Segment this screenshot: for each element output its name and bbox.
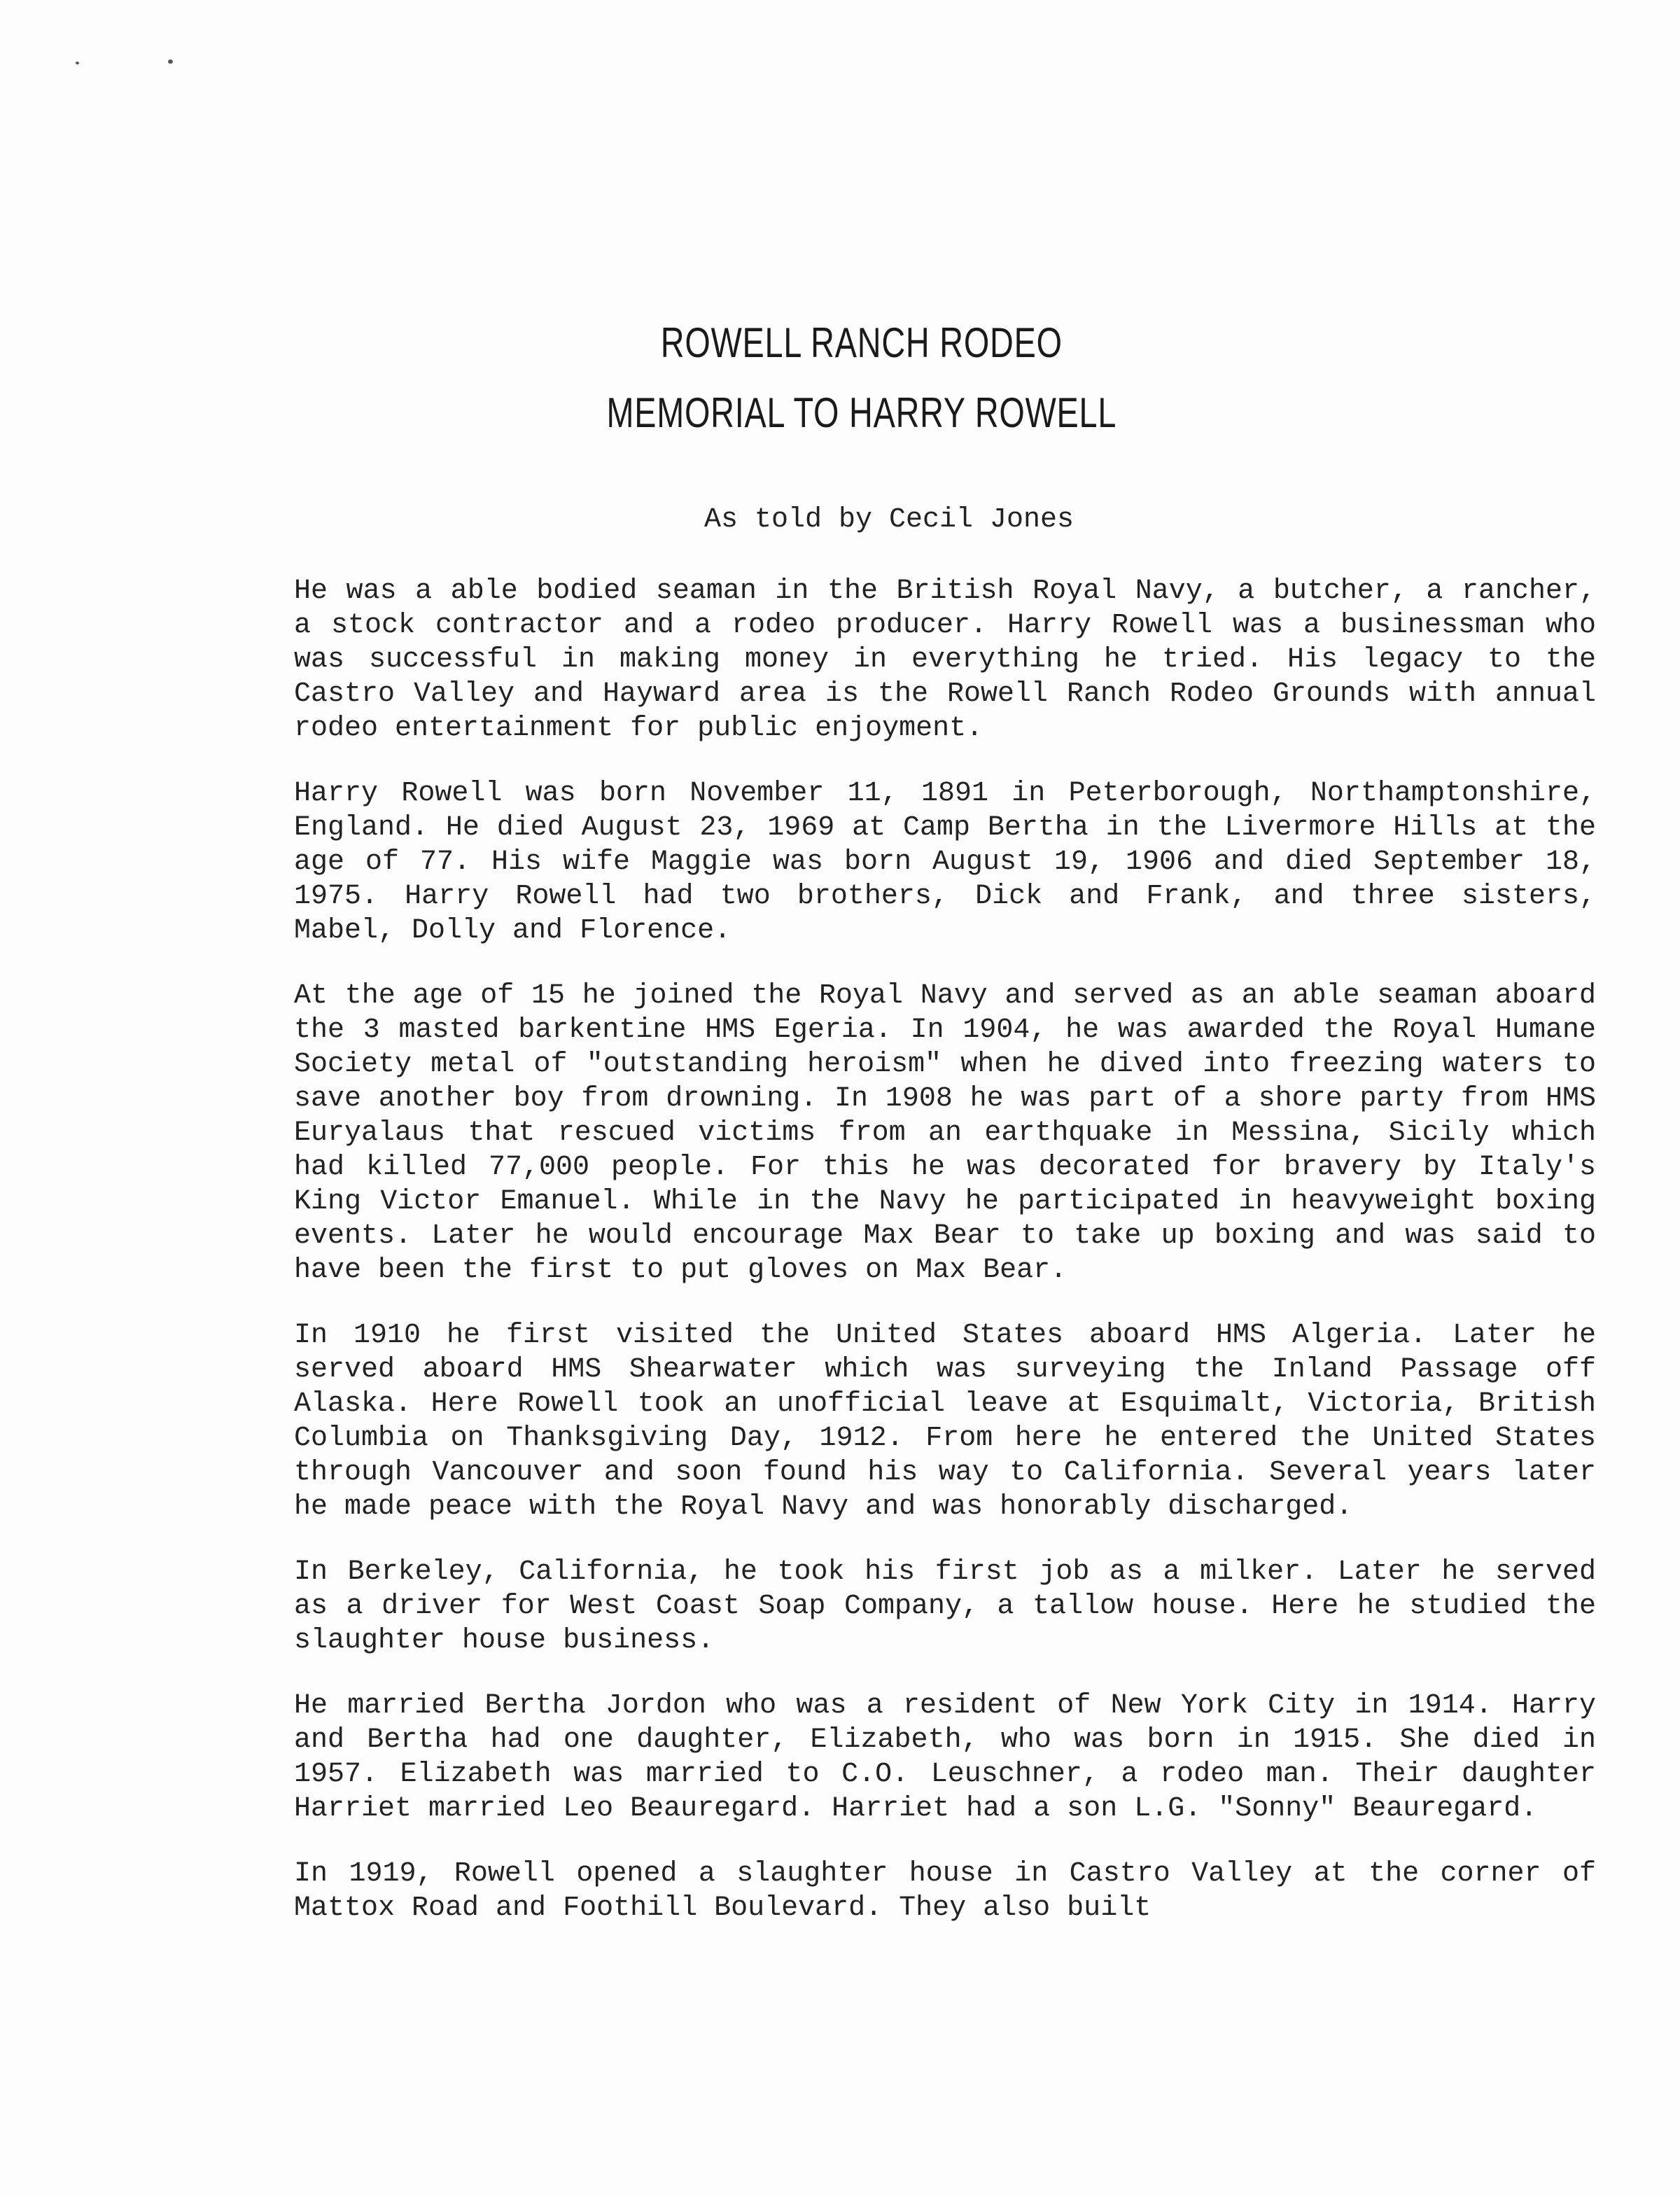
paragraph: In 1919, Rowell opened a slaughter house in Castro Valley at the corner of Mattox Road and Foothill Boulevard. They also built: [294, 1858, 1596, 1924]
paragraph: At the age of 15 he joined the Royal Navy and served as an able seaman aboard the 3 masted barkentine HMS Egeria. In 1904, he was awarded the Royal Humane Society metal of "outstanding heroism" when he dived into freezing waters to save another boy from drowning. In 1908 he was part of a shore party from HMS Euryalaus that rescued victims from an earthquake in Messina, Sicily which had killed 77,000 people. For this he was decorated for bravery by Italy's King Victor Emanuel. While in the Navy he participated in heavyweight boxing events. Later he would encourage Max Bear to take up boxing and was said to have been the first to put gloves on Max Bear.: [294, 980, 1596, 1286]
scan-speck: [76, 62, 79, 64]
document-subtitle: MEMORIAL TO HARRY ROWELL: [606, 389, 1117, 436]
scan-speck: [168, 60, 173, 64]
document-title: ROWELL RANCH RODEO: [660, 319, 1063, 366]
paragraph: Harry Rowell was born November 11, 1891 in Peterborough, Northamptonshire, England. He died August 23, 1969 at Camp Bertha in the Livermore Hills at the age of 77. His wife Maggie was born August 19, 1906 and died September 18, 1975. Harry Rowell had two brothers, Dick and Frank, and three sisters, Mabel, Dolly and Florence.: [294, 778, 1596, 947]
paragraph: In 1910 he first visited the United States aboard HMS Algeria. Later he served aboard HMS Shearwater which was surveying the Inland Passage off Alaska. Here Rowell took an unofficial leave at Esquimalt, Victoria, British Columbia on Thanksgiving Day, 1912. From here he entered the United States through Vancouver and soon found his way to California. Several years later he made peace with the Royal Navy and was honorably discharged.: [294, 1320, 1596, 1523]
byline: As told by Cecil Jones: [704, 504, 1074, 536]
paragraph: In Berkeley, California, he took his first job as a milker. Later he served as a driver for West Coast Soap Company, a tallow house. Here he studied the slaughter house business.: [294, 1556, 1596, 1657]
paragraph: He married Bertha Jordon who was a resident of New York City in 1914. Harry and Bertha had one daughter, Elizabeth, who was born in 1915. She died in 1957. Elizabeth was married to C.O. Leuschner, a rodeo man. Their daughter Harriet married Leo Beauregard. Harriet had a son L.G. "Sonny" Beauregard.: [294, 1690, 1596, 1825]
paragraph: He was a able bodied seaman in the British Royal Navy, a butcher, a rancher, a stock contractor and a rodeo producer. Harry Rowell was a businessman who was successful in making money in everything he tried. His legacy to the Castro Valley and Hayward area is the Rowell Ranch Rodeo Grounds with annual rodeo entertainment for public enjoyment.: [294, 576, 1596, 744]
title-block: [206, 308, 1517, 448]
document-body: [294, 574, 1596, 1925]
